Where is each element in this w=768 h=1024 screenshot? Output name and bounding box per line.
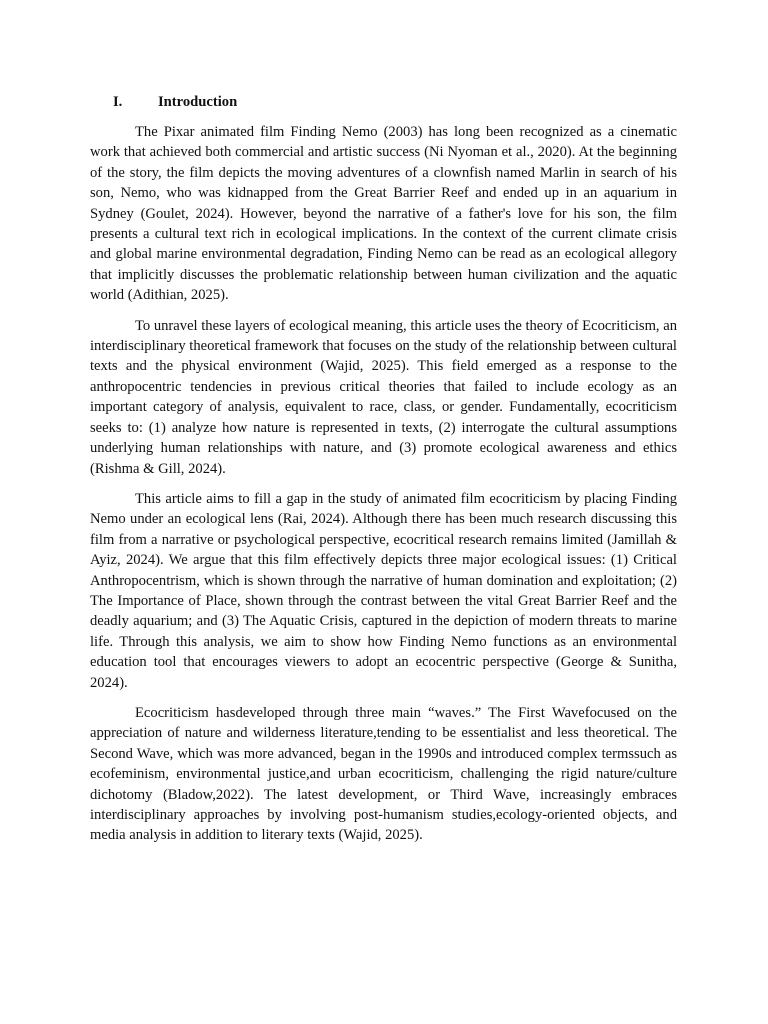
paragraph-3: This article aims to fill a gap in the study of animated film ecocriticism by placing Finding Nemo under an ecological lens (Rai, 2024). Although there has been much research discussing this film from a narrative or psychological perspective, ecocritical research remains limited (Jamillah & Ayiz, 2024). We argue that this film effectively depicts three major ecological issues: (1) Critical Anthropocentrism, which is shown through the narrative of human domination and exploitation; (2) The Importance of Place, shown through the contrast between the vital Great Barrier Reef and the deadly aquarium; and (3) The Aquatic Crisis, captured in the depiction of modern threats to marine life. Through this analysis, we aim to show how Finding Nemo functions as an environmental education tool that encourages viewers to adopt an ecocentric perspective (George & Sunitha, 2024).: [90, 490, 677, 691]
section-title: Introduction: [158, 94, 238, 110]
paragraph-2: To unravel these layers of ecological meaning, this article uses the theory of Ecocriticism, an interdisciplinary theoretical framework that focuses on the study of the relationship between cultural texts and the physical environment (Wajid, 2025). This field emerged as a response to the anthropocentric tendencies in previous critical theories that failed to include ecology as an important category of analysis, equivalent to race, class, or gender. Fundamentally, ecocriticism seeks to: (1) analyze how nature is represented in texts, (2) interrogate the cultural assumptions underlying human relationships with nature, and (3) promote ecological awareness and ethics (Rishma & Gill, 2024).: [90, 317, 677, 477]
section-heading: [90, 92, 677, 112]
paragraph-1: The Pixar animated film Finding Nemo (2003) has long been recognized as a cinematic work that achieved both commercial and artistic success (Ni Nyoman et al., 2020). At the beginning of the story, the film depicts the moving adventures of a clownfish named Marlin in search of his son, Nemo, who was kidnapped from the Great Barrier Reef and ended up in an aquarium in Sydney (Goulet, 2024). However, beyond the narrative of a father's love for his son, the film presents a cultural text rich in ecological implications. In the context of the current climate crisis and global marine environmental degradation, Finding Nemo can be read as an ecological allegory that implicitly discusses the problematic relationship between human civilization and the aquatic world (Adithian, 2025).: [90, 124, 677, 304]
paragraph-4: Ecocriticism hasdeveloped through three main “waves.” The First Wavefocused on the appreciation of nature and wilderness literature,tending to be essentialist and less theoretical. The Second Wave, which was more advanced, began in the 1990s and introduced complex termssuch as ecofeminism, environmental justice,and urban ecocriticism, challenging the rigid nature/culture dichotomy (Bladow,2022). The latest development, or Third Wave, increasingly embraces interdisciplinary approaches by involving post-humanism studies,ecology-oriented objects, and media analysis in addition to literary texts (Wajid, 2025).: [90, 704, 677, 844]
section-number: I.: [113, 94, 123, 110]
document-page: [90, 92, 677, 856]
